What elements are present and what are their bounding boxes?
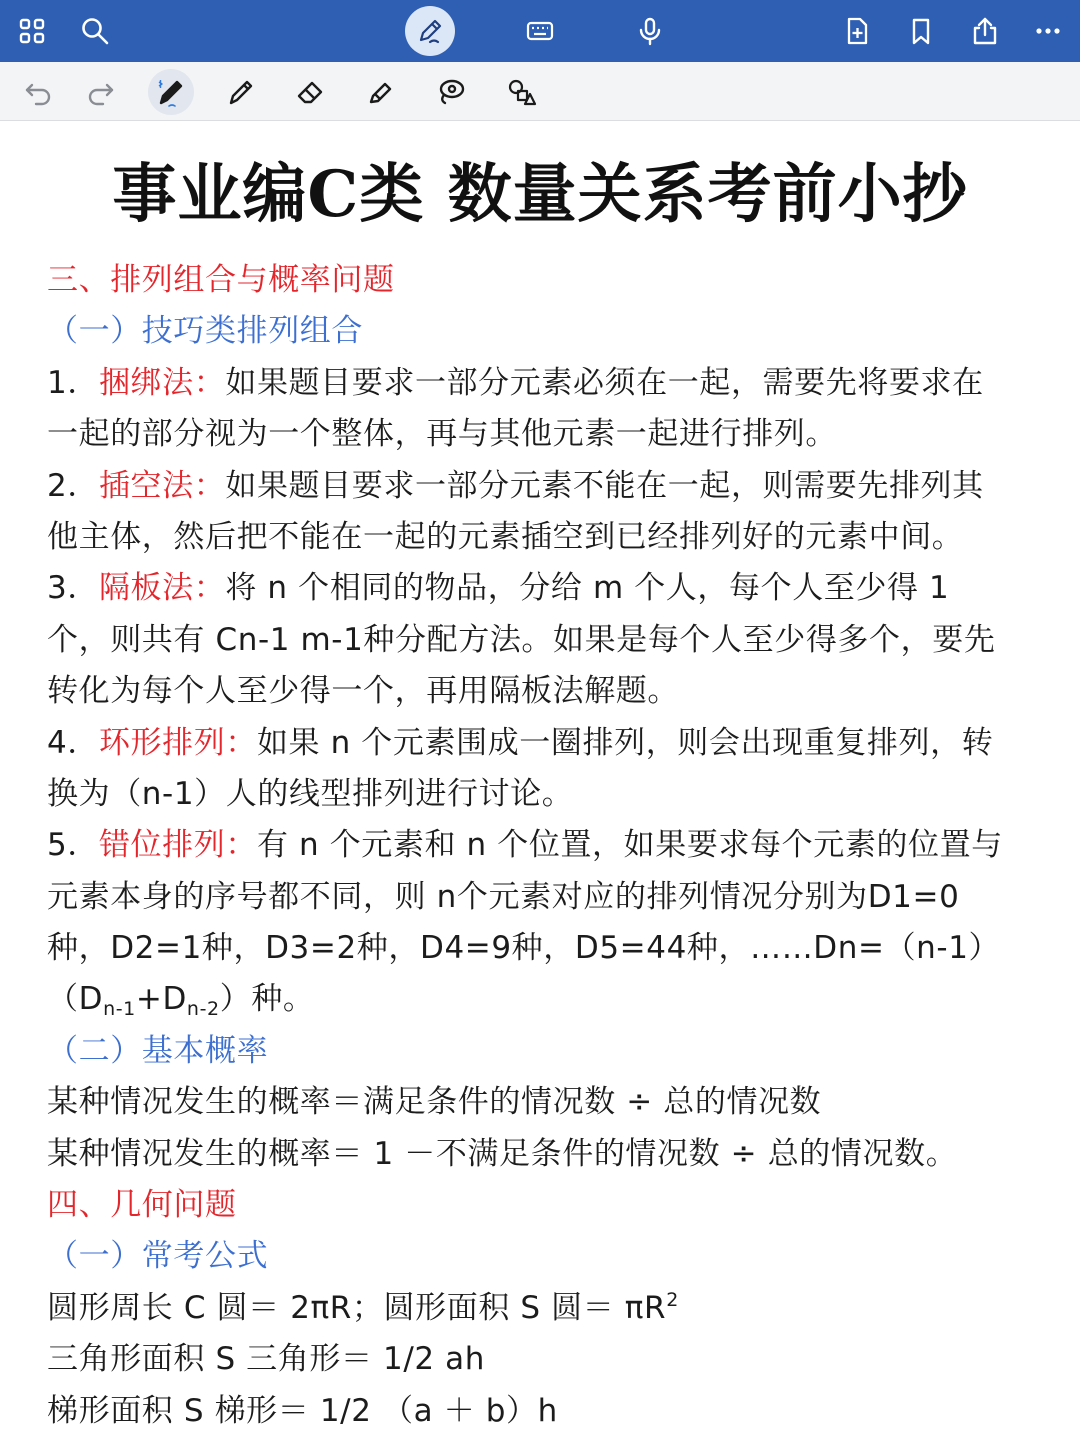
item-number: 1． [47,364,99,401]
microphone-icon[interactable] [625,6,675,56]
subscript: n-2 [186,998,220,1021]
pen-mode-icon[interactable] [405,6,455,56]
item-number: 4． [47,724,99,761]
redo-icon[interactable] [78,69,124,115]
note-content [47,255,1037,1437]
keyword: 插空法： [98,467,226,504]
keyboard-icon[interactable] [515,6,565,56]
paragraph-3-line-3: 转化为每个人至少得一个，再用隔板法解题。 [47,673,679,710]
shapes-icon[interactable] [498,69,544,115]
geometry-line-1 [47,1283,1037,1334]
paragraph-5-line-3: 种，D2=1种，D3=2种，D4=9种，D5=44种，……Dn=（n-1） [47,930,1001,967]
text: 圆形周长 C 圆＝ 2πR；圆形面积 S 圆＝ πR [47,1289,667,1326]
top-toolbar [0,0,1080,62]
geometry-line-3: 梯形面积 S 梯形＝ 1/2 （a ＋ b）h [47,1392,558,1429]
section-heading-4: 四、几何问题 [47,1187,237,1224]
pencil-icon[interactable] [218,69,264,115]
add-page-icon[interactable] [832,6,882,56]
paragraph-4-line-1 [47,718,1037,769]
grid-icon[interactable] [7,6,57,56]
keyword: 捆绑法： [98,364,226,401]
text: （D [47,981,104,1018]
undo-icon[interactable] [15,69,61,115]
share-icon[interactable] [960,6,1010,56]
paragraph-5-line-4 [47,974,1037,1025]
geometry-line-2: 三角形面积 S 三角形＝ 1/2 ah [47,1341,486,1378]
subsection-heading-4-1: （一）常考公式 [47,1238,269,1275]
keyword: 环形排列： [98,724,257,761]
section-heading-3: 三、排列组合与概率问题 [47,262,395,298]
item-number: 2． [47,467,99,504]
paragraph-2-line-1 [47,461,1037,512]
keyword: 隔板法： [98,570,226,607]
paragraph-5-line-2: 元素本身的序号都不同，则 n个元素对应的排列情况分别为D1=0 [47,878,960,915]
text: 如果题目要求一部分元素必须在一起，需要先将要求在 [225,364,984,401]
drawing-tools-bar [0,62,1080,121]
item-number: 5． [47,827,99,864]
highlighter-icon[interactable] [358,69,404,115]
bookmark-icon[interactable] [896,6,946,56]
paragraph-5-line-1 [47,820,1037,871]
probability-line-2: 某种情况发生的概率＝ 1 －不满足条件的情况数 ÷ 总的情况数。 [47,1135,958,1172]
page-title: 事业编C类 数量关系考前小抄 [112,157,968,232]
paragraph-2-line-2: 他主体，然后把不能在一起的元素插空到已经排列好的元素中间。 [47,518,964,555]
text: +D [135,981,187,1018]
search-icon[interactable] [70,6,120,56]
more-icon[interactable] [1023,6,1073,56]
text: ）种。 [219,981,315,1018]
subsection-heading-3-2: （二）基本概率 [47,1032,269,1069]
subscript: n-1 [103,998,136,1021]
text: 有 n 个元素和 n 个位置，如果要求每个元素的位置与 [256,827,1003,864]
paragraph-1-line-1 [47,358,1037,409]
item-number: 3． [47,570,99,607]
superscript: 2 [666,1288,679,1311]
lasso-icon[interactable] [428,69,474,115]
probability-line-1: 某种情况发生的概率＝满足条件的情况数 ÷ 总的情况数 [47,1084,822,1121]
paragraph-1-line-2: 一起的部分视为一个整体，再与其他元素一起进行排列。 [47,416,837,453]
text: 将 n 个相同的物品，分给 m 个人，每个人至少得 1 [225,570,950,607]
bluetooth-pen-icon[interactable] [148,69,194,115]
text: 如果 n 个元素围成一圈排列，则会出现重复排列，转 [256,724,994,761]
note-page[interactable] [0,120,1080,1443]
eraser-icon[interactable] [288,69,334,115]
text: 如果题目要求一部分元素不能在一起，则需要先排列其 [225,467,984,504]
subsection-heading-3-1: （一）技巧类排列组合 [47,313,363,350]
paragraph-4-line-2: 换为（n-1）人的线型排列进行讨论。 [47,775,574,812]
paragraph-3-line-2: 个，则共有 Cn-1 m-1种分配方法。如果是每个人至少得多个，要先 [47,621,996,658]
keyword: 错位排列： [98,827,257,864]
paragraph-3-line-1 [47,563,1037,614]
